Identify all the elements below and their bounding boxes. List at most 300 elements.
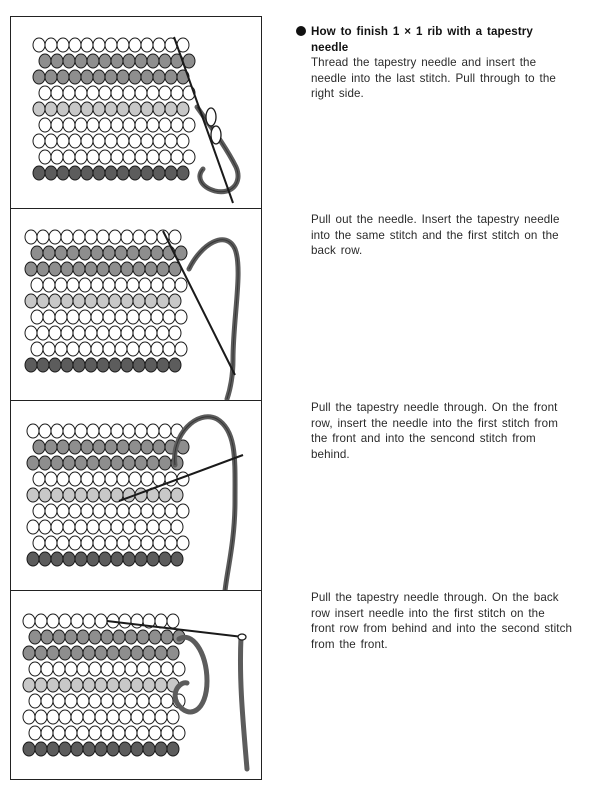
stitch bbox=[79, 310, 91, 324]
stitch bbox=[23, 646, 35, 660]
stitch bbox=[135, 150, 147, 164]
stitch bbox=[49, 294, 61, 308]
stitch bbox=[171, 118, 183, 132]
stitch bbox=[159, 150, 171, 164]
stitch bbox=[35, 614, 47, 628]
bullet-icon bbox=[296, 26, 306, 36]
stitch bbox=[103, 278, 115, 292]
stitch bbox=[97, 326, 109, 340]
stitch bbox=[145, 294, 157, 308]
stitch bbox=[69, 102, 81, 116]
stitch bbox=[177, 166, 189, 180]
stitch bbox=[157, 294, 169, 308]
stitch bbox=[31, 246, 43, 260]
stitch bbox=[35, 710, 47, 724]
stitch bbox=[33, 440, 45, 454]
stitch bbox=[123, 54, 135, 68]
stitch bbox=[137, 630, 149, 644]
stitch bbox=[89, 694, 101, 708]
stitch bbox=[41, 726, 53, 740]
stitch bbox=[71, 614, 83, 628]
stitch bbox=[121, 262, 133, 276]
stitch bbox=[71, 710, 83, 724]
stitch bbox=[165, 166, 177, 180]
stitch bbox=[81, 504, 93, 518]
stitch bbox=[25, 358, 37, 372]
stitch bbox=[103, 310, 115, 324]
stitch bbox=[87, 552, 99, 566]
stitch bbox=[71, 742, 83, 756]
stitch bbox=[63, 456, 75, 470]
stitch bbox=[161, 662, 173, 676]
stitch bbox=[137, 694, 149, 708]
stitch bbox=[169, 230, 181, 244]
stitch bbox=[131, 742, 143, 756]
stitch bbox=[63, 54, 75, 68]
stitch bbox=[133, 294, 145, 308]
stitch bbox=[141, 102, 153, 116]
stitch bbox=[153, 536, 165, 550]
stitch bbox=[67, 310, 79, 324]
stitch bbox=[47, 646, 59, 660]
stitch bbox=[157, 358, 169, 372]
stitch bbox=[109, 230, 121, 244]
stitch bbox=[93, 166, 105, 180]
stitch bbox=[75, 54, 87, 68]
step-2-text: Pull out the needle. Insert the tapestry needle into the same stitch and the first stitch on the back row. bbox=[311, 213, 560, 258]
stitch bbox=[23, 614, 35, 628]
stitch bbox=[137, 662, 149, 676]
stitch bbox=[33, 504, 45, 518]
stitch bbox=[75, 488, 87, 502]
stitch bbox=[107, 646, 119, 660]
stitch bbox=[47, 614, 59, 628]
stitch bbox=[91, 278, 103, 292]
stitch bbox=[125, 694, 137, 708]
stitch bbox=[77, 726, 89, 740]
stitch bbox=[127, 342, 139, 356]
stitch bbox=[141, 536, 153, 550]
stitch bbox=[75, 552, 87, 566]
stitch bbox=[75, 520, 87, 534]
stitch bbox=[51, 424, 63, 438]
stitch bbox=[35, 742, 47, 756]
stitch bbox=[45, 440, 57, 454]
stitch bbox=[167, 646, 179, 660]
stitch bbox=[97, 230, 109, 244]
stitch bbox=[145, 230, 157, 244]
stitch bbox=[153, 134, 165, 148]
stitch bbox=[95, 742, 107, 756]
stitch bbox=[87, 424, 99, 438]
stitch bbox=[127, 246, 139, 260]
stitch bbox=[141, 504, 153, 518]
stitch bbox=[111, 424, 123, 438]
stitch bbox=[129, 504, 141, 518]
stitch bbox=[93, 440, 105, 454]
stitch bbox=[55, 342, 67, 356]
stitch bbox=[31, 278, 43, 292]
step-4-text: Pull the tapestry needle through. On the back row insert needle into the first stitch on the front row from behind and into the second stitch from the front. bbox=[311, 591, 573, 651]
stitch bbox=[115, 310, 127, 324]
stitch bbox=[153, 166, 165, 180]
stitch bbox=[61, 326, 73, 340]
stitch bbox=[53, 694, 65, 708]
stitch bbox=[117, 102, 129, 116]
stitch bbox=[75, 424, 87, 438]
stitch bbox=[141, 440, 153, 454]
stitch bbox=[135, 86, 147, 100]
yarn-strand bbox=[189, 240, 238, 399]
stitch bbox=[87, 456, 99, 470]
stitch bbox=[41, 662, 53, 676]
stitch bbox=[63, 552, 75, 566]
stitch bbox=[139, 310, 151, 324]
stitch bbox=[87, 86, 99, 100]
stitch bbox=[31, 342, 43, 356]
stitch bbox=[55, 278, 67, 292]
stitch bbox=[169, 358, 181, 372]
stitch bbox=[39, 488, 51, 502]
stitch bbox=[91, 310, 103, 324]
stitch bbox=[159, 520, 171, 534]
stitch bbox=[57, 70, 69, 84]
stitch bbox=[79, 246, 91, 260]
stitch bbox=[161, 694, 173, 708]
stitch bbox=[37, 326, 49, 340]
stitch bbox=[49, 358, 61, 372]
stitch bbox=[83, 710, 95, 724]
knitted-fabric bbox=[25, 230, 187, 372]
stitch bbox=[35, 678, 47, 692]
stitch bbox=[93, 102, 105, 116]
stitch bbox=[25, 230, 37, 244]
stitch bbox=[57, 166, 69, 180]
stitch bbox=[107, 710, 119, 724]
stitch bbox=[157, 262, 169, 276]
stitch bbox=[45, 472, 57, 486]
stitch bbox=[135, 456, 147, 470]
stitch bbox=[155, 710, 167, 724]
stitch bbox=[109, 358, 121, 372]
stitch bbox=[51, 118, 63, 132]
stitch bbox=[159, 54, 171, 68]
stitch bbox=[97, 358, 109, 372]
stitch bbox=[73, 326, 85, 340]
stitch bbox=[183, 150, 195, 164]
stitch bbox=[129, 102, 141, 116]
stitch bbox=[135, 552, 147, 566]
stitch bbox=[75, 118, 87, 132]
stitch bbox=[77, 662, 89, 676]
stitch bbox=[133, 262, 145, 276]
stitch bbox=[111, 552, 123, 566]
stitch bbox=[105, 504, 117, 518]
stitch bbox=[75, 86, 87, 100]
stitch bbox=[99, 552, 111, 566]
stitch bbox=[95, 678, 107, 692]
stitch bbox=[119, 710, 131, 724]
stitch bbox=[159, 456, 171, 470]
stitch bbox=[115, 246, 127, 260]
stitch bbox=[63, 150, 75, 164]
stitch bbox=[115, 278, 127, 292]
stitch bbox=[43, 342, 55, 356]
stitch bbox=[159, 86, 171, 100]
stitch bbox=[155, 678, 167, 692]
stitch bbox=[35, 646, 47, 660]
stitch bbox=[61, 294, 73, 308]
stitch bbox=[61, 262, 73, 276]
stitch bbox=[117, 504, 129, 518]
stitch bbox=[111, 150, 123, 164]
stitch bbox=[73, 262, 85, 276]
stitch bbox=[165, 504, 177, 518]
stitch bbox=[165, 134, 177, 148]
stitch bbox=[57, 38, 69, 52]
stitch bbox=[81, 166, 93, 180]
stitch bbox=[33, 102, 45, 116]
stitch bbox=[45, 70, 57, 84]
stitch bbox=[155, 646, 167, 660]
stitch bbox=[101, 726, 113, 740]
stitch bbox=[23, 710, 35, 724]
stitch bbox=[95, 646, 107, 660]
stitch bbox=[141, 70, 153, 84]
stitch bbox=[63, 118, 75, 132]
stitch bbox=[125, 630, 137, 644]
stitch bbox=[55, 310, 67, 324]
stitch bbox=[29, 694, 41, 708]
stitch bbox=[25, 294, 37, 308]
stitch bbox=[45, 504, 57, 518]
stitch bbox=[105, 102, 117, 116]
stitch bbox=[105, 134, 117, 148]
stitch bbox=[27, 552, 39, 566]
step-1-text-block bbox=[296, 24, 558, 102]
stitch bbox=[59, 646, 71, 660]
stitch bbox=[159, 424, 171, 438]
stitch bbox=[51, 456, 63, 470]
stitch bbox=[129, 536, 141, 550]
stitch bbox=[103, 342, 115, 356]
stitch bbox=[127, 278, 139, 292]
stitch bbox=[153, 504, 165, 518]
stitch bbox=[73, 230, 85, 244]
stitch bbox=[117, 166, 129, 180]
stitch bbox=[107, 742, 119, 756]
stitch bbox=[99, 520, 111, 534]
stitch bbox=[81, 102, 93, 116]
stitch bbox=[159, 552, 171, 566]
stitch bbox=[119, 742, 131, 756]
illustration-column bbox=[10, 16, 262, 780]
stitch bbox=[65, 694, 77, 708]
stitch bbox=[151, 342, 163, 356]
stitch bbox=[167, 614, 179, 628]
stitch bbox=[45, 102, 57, 116]
stitch bbox=[27, 520, 39, 534]
stitch bbox=[105, 536, 117, 550]
stitch bbox=[153, 70, 165, 84]
stitch bbox=[79, 342, 91, 356]
stitch bbox=[93, 504, 105, 518]
step-1-text: Thread the tapestry needle and insert the needle into the last stitch. Pull through to the right side. bbox=[311, 56, 556, 101]
stitch bbox=[105, 38, 117, 52]
stitch bbox=[69, 166, 81, 180]
stitch bbox=[33, 536, 45, 550]
stitch bbox=[117, 440, 129, 454]
stitch bbox=[93, 38, 105, 52]
stitch bbox=[83, 614, 95, 628]
stitch bbox=[49, 262, 61, 276]
stitch bbox=[31, 310, 43, 324]
stitch bbox=[151, 310, 163, 324]
stitch bbox=[91, 246, 103, 260]
stitch bbox=[109, 294, 121, 308]
stitch bbox=[163, 342, 175, 356]
stitch bbox=[57, 472, 69, 486]
stitch bbox=[147, 456, 159, 470]
stitch bbox=[59, 678, 71, 692]
stitch bbox=[101, 630, 113, 644]
stitch bbox=[77, 630, 89, 644]
stitch bbox=[99, 54, 111, 68]
stitch bbox=[177, 102, 189, 116]
stitch bbox=[141, 134, 153, 148]
stitch bbox=[113, 630, 125, 644]
stitch bbox=[183, 118, 195, 132]
stitch bbox=[129, 70, 141, 84]
stitch bbox=[37, 262, 49, 276]
stitch bbox=[69, 440, 81, 454]
stitch bbox=[99, 86, 111, 100]
stitch bbox=[39, 118, 51, 132]
stitch bbox=[39, 456, 51, 470]
knitted-fabric bbox=[27, 424, 189, 566]
stitch bbox=[67, 246, 79, 260]
stitch bbox=[131, 710, 143, 724]
stitch bbox=[147, 150, 159, 164]
stitch bbox=[95, 710, 107, 724]
yarn-strand bbox=[175, 637, 247, 769]
step-1-illustration bbox=[11, 16, 261, 209]
stitch bbox=[45, 536, 57, 550]
stitch bbox=[105, 70, 117, 84]
stitch bbox=[161, 726, 173, 740]
stitch bbox=[117, 536, 129, 550]
stitch bbox=[39, 86, 51, 100]
stitch bbox=[61, 230, 73, 244]
stitch bbox=[89, 630, 101, 644]
stitch bbox=[69, 70, 81, 84]
stitch bbox=[171, 150, 183, 164]
stitch bbox=[51, 54, 63, 68]
stitch bbox=[65, 726, 77, 740]
stitch bbox=[155, 742, 167, 756]
stitch bbox=[27, 424, 39, 438]
stitch bbox=[117, 134, 129, 148]
stitch bbox=[73, 294, 85, 308]
stitch bbox=[145, 358, 157, 372]
stitch bbox=[113, 726, 125, 740]
stitch bbox=[117, 38, 129, 52]
stitch bbox=[153, 38, 165, 52]
stitch bbox=[85, 230, 97, 244]
stitch bbox=[65, 662, 77, 676]
stitch bbox=[69, 472, 81, 486]
stitch bbox=[33, 38, 45, 52]
stitch bbox=[171, 488, 183, 502]
stitch bbox=[175, 278, 187, 292]
stitch bbox=[145, 326, 157, 340]
stitch bbox=[83, 742, 95, 756]
step-3-text: Pull the tapestry needle through. On the front row, insert the needle into the first stitch from the front and into the sencond stitch from behind. bbox=[311, 401, 558, 461]
stitch bbox=[139, 342, 151, 356]
stitch bbox=[23, 742, 35, 756]
stitch bbox=[111, 54, 123, 68]
stitch bbox=[55, 246, 67, 260]
stitch bbox=[53, 662, 65, 676]
stitch bbox=[93, 472, 105, 486]
stitch bbox=[131, 678, 143, 692]
stitch bbox=[111, 520, 123, 534]
stitch bbox=[93, 536, 105, 550]
stitch bbox=[59, 742, 71, 756]
stitch bbox=[59, 710, 71, 724]
stitch bbox=[123, 552, 135, 566]
stitch bbox=[99, 424, 111, 438]
stitch bbox=[139, 246, 151, 260]
stitch bbox=[163, 278, 175, 292]
stitch bbox=[125, 726, 137, 740]
stitch bbox=[45, 166, 57, 180]
stitch bbox=[173, 726, 185, 740]
stitch bbox=[165, 70, 177, 84]
stitch bbox=[33, 166, 45, 180]
stitch bbox=[111, 118, 123, 132]
stitch bbox=[51, 150, 63, 164]
stitch bbox=[143, 710, 155, 724]
stitch bbox=[107, 678, 119, 692]
stitch bbox=[57, 504, 69, 518]
stitch bbox=[141, 166, 153, 180]
stitch bbox=[159, 488, 171, 502]
stitch bbox=[177, 504, 189, 518]
stitch bbox=[37, 358, 49, 372]
stitch bbox=[29, 726, 41, 740]
stitch bbox=[151, 246, 163, 260]
stitch bbox=[143, 646, 155, 660]
stitch bbox=[169, 294, 181, 308]
stitch bbox=[159, 118, 171, 132]
step-4-illustration bbox=[11, 590, 261, 780]
stitch bbox=[113, 662, 125, 676]
stitch bbox=[85, 262, 97, 276]
stitch bbox=[167, 742, 179, 756]
stitch bbox=[71, 678, 83, 692]
stitch bbox=[63, 86, 75, 100]
stitch bbox=[157, 326, 169, 340]
stitch bbox=[33, 134, 45, 148]
stitch bbox=[177, 536, 189, 550]
stitch bbox=[123, 118, 135, 132]
stitch bbox=[95, 614, 107, 628]
stitch bbox=[39, 54, 51, 68]
stitch bbox=[47, 742, 59, 756]
stitch bbox=[45, 38, 57, 52]
stitch bbox=[109, 326, 121, 340]
